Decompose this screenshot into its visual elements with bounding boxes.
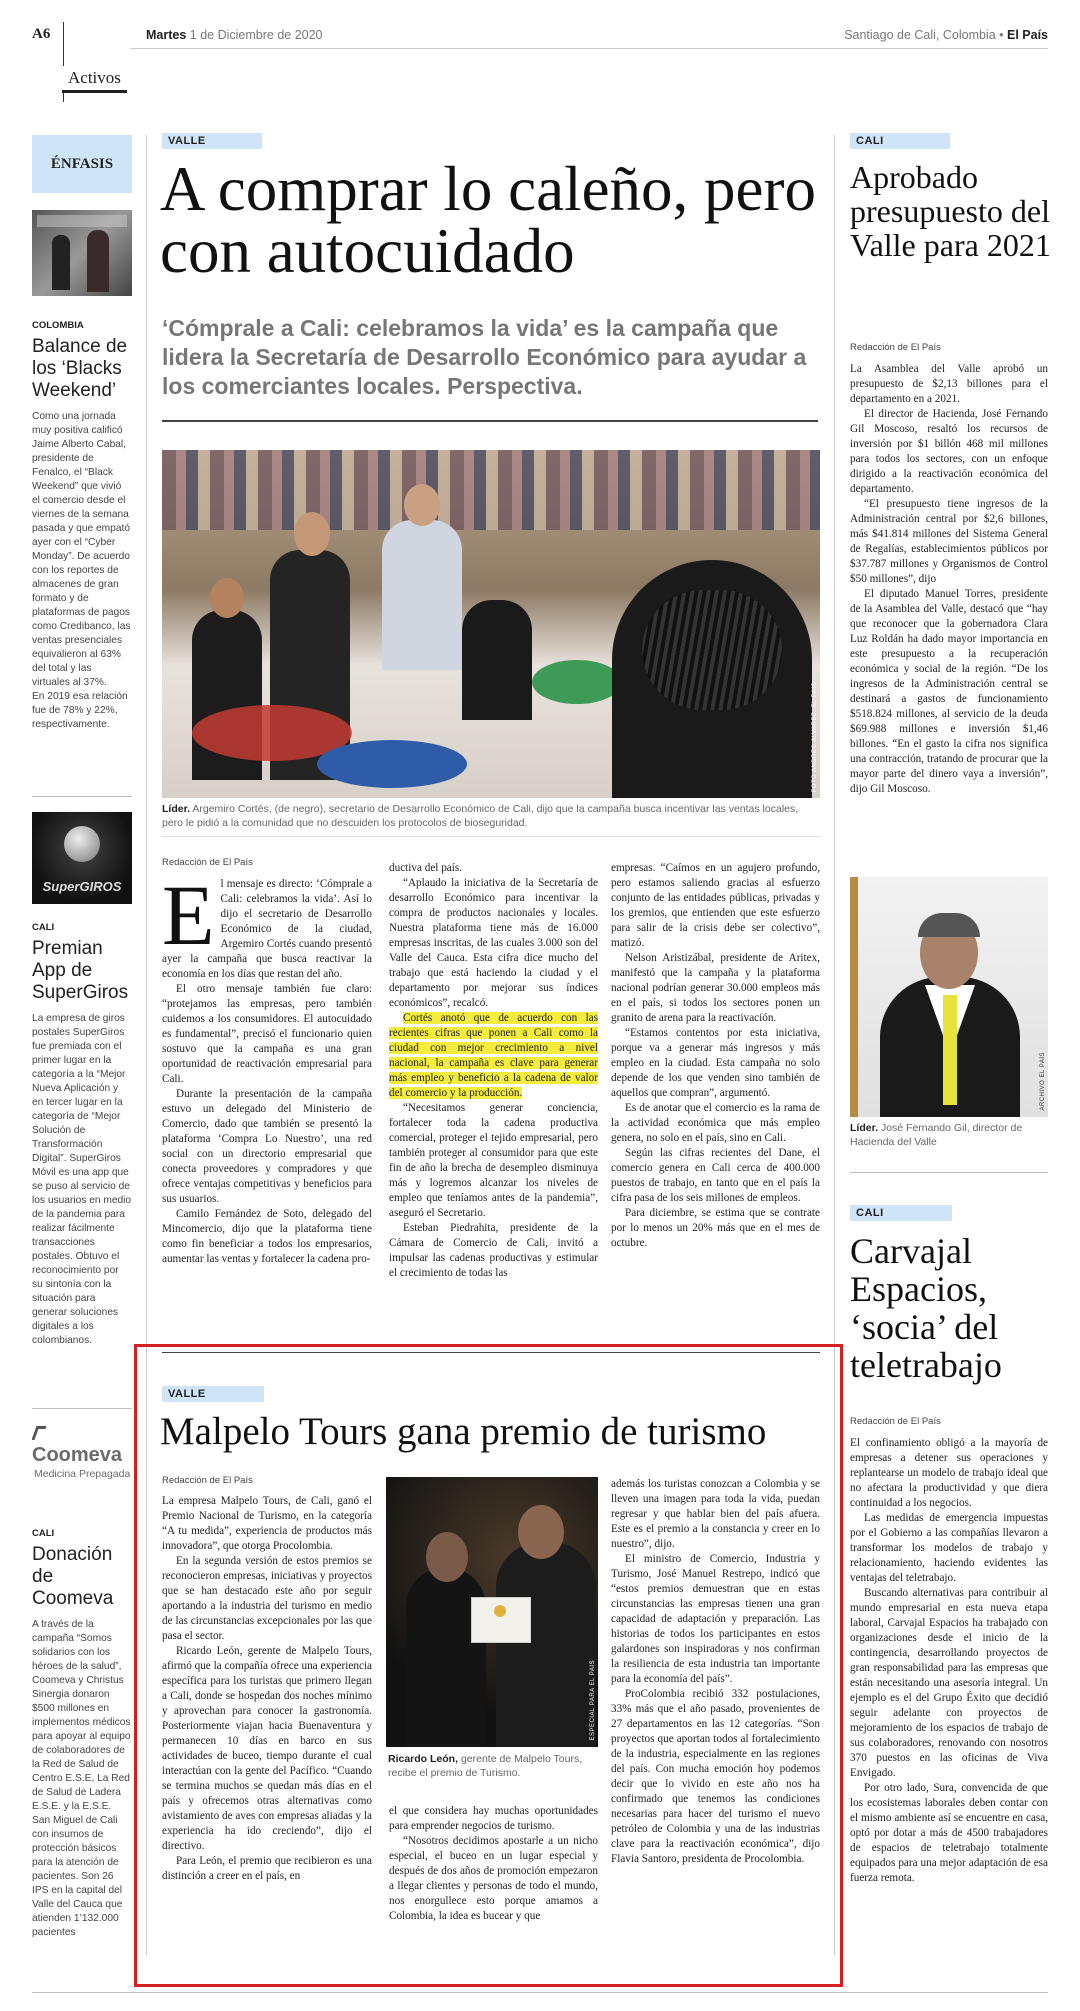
right-story2-tag: CALI: [850, 1205, 952, 1221]
main-story-byline: Redacción de El País: [162, 857, 253, 868]
sidebar-item1-headline: Balance de los ‘Blacks Weekend’: [32, 336, 128, 401]
sidebar-item2-headline: Premian App de SuperGiros: [32, 938, 129, 1003]
right-story1-text: La Asamblea del Valle aprobó un presupuesto de $2,13 billones para el departamento en a 2021. El director de Hacienda, José Fernando Gil Moscoso, resaltó los recursos de inversión por $1 billón 468 mil millones para todos los sectores, con un enfoque dirigido a la reactivación económica del departamento. “El presupuesto tiene ingresos de la Administración central por $2,6 billones, más $41.814 millones del Sistema General de Regalías, establecimientos públicos por $37.787 millones y Organismos de Control $50 millones”, dijo El diputado Manuel Torres, presidente de la Asamblea del Valle, destacó que “hay que reconocer que la gobernadora Clara Luz Roldán ha dado mayor importancia en este presupuesto a la recuperación económica y social de la región. “De los ingresos de la Administración central se destinará a gastos de funcionamiento $518.824 millones, al servicio de la deuda $69.988 millones e inversión $1,46 billones. “En el gasto la cifra nos significa una contracción, tratando de procurar que la mayor parte del dinero vaya a inversión”, dijo Gil Moscoso.: [850, 363, 1048, 795]
enfasis-label: ÉNFASIS: [32, 135, 132, 193]
header-location: Santiago de Cali, Colombia • El País: [844, 28, 1048, 42]
sidebar-divider-2: [32, 1408, 132, 1409]
malpelo-story-byline: Redacción de El País: [162, 1475, 253, 1486]
right-story1-photo: ARCHIVO EL PAÍS: [850, 877, 1048, 1117]
right-story2-text: El confinamiento obligó a la mayoría de empresas a detener sus operaciones y replantearse un modelo de trabajo ideal que no afectara la productividad y que diera continuidad a los negocios. Las medidas de emergencia impuestas por el Gobierno a las compañías llevaron a transformar los modelos de trabajo y relacionamiento, haciendo evidentes las ventajas del teletrabajo. Buscando alternativas para contribuir al mundo empresarial en esta nueva etapa laboral, Carvajal Espacios ha trabajado con organizaciones desde el inicio de la contingencia, desarrollando proyectos de gran responsabilidad para las empresas que están necesitando una asesoría integral. Un ejemplo es el del Grupo Éxito que decidió seguir adelante con proyectos de mejoramiento de los espacios de trabajo de sus colaboradores, renovando con nosotros 370 puestos en las oficinas de Viva Envigado. Por otro lado, Sura, convencida de que los ecosistemas laborales deben contar con el mismo ambiente así se encuentre en casa, optó por dotar a más de 4500 trabajadores de espacios de teletrabajo totalmente equipados para una mejor adaptación de esa fuerza remota.: [850, 1437, 1048, 1884]
right-story1-byline: Redacción de El País: [850, 342, 941, 353]
highlighted-quote: Cortés anotó que de acuerdo con las recientes cifras que ponen a Cali como la ciudad con mejor crecimiento a nivel nacional, la campaña es clave para generar más empleo y beneficio a la cadena de valor del comercio y la producción.: [389, 1012, 598, 1099]
sidebar-item3-tag: CALI: [32, 1528, 55, 1539]
main-story-col1: E l mensaje es directo: ‘Cómprale a Cali: celebramos la vida’. Así lo dijo el secretario de Desarrollo Económico de la ciudad, Argemiro Cortés cuando presentó ayer la campaña que busca reactivar la economía en los días que restan del año. El otro mensaje también fue claro: “protejamos las empresas, pero también cuidemos a los consumidores. El autocuidado es fundamental”, precisó el funcionario quien sostuvo que la campaña es una gran oportunidad de reactivación empresarial para Cali. Durante la presentación de la campaña estuvo un delegado del Ministerio de Comercio, dado que también se presentó la plataforma ‘Compra Lo Nuestro’, una red social con un directorio empresarial que conecta proveedores y compradores y que ofrece ventajas competitivas y beneficios para sus usuarios. Camilo Fernández de Soto, delegado del Mincomercio, dijo que la plataforma tiene como fin beneficiar a todos los empresarios, aumentar las ventas y fortalecer la cadena pro-: [162, 867, 372, 1265]
malpelo-story-tag: VALLE: [162, 1386, 264, 1402]
malpelo-photo: ESPECIAL PARA EL PAÍS: [386, 1477, 598, 1747]
malpelo-caption: Ricardo León, gerente de Malpelo Tours, recibe el premio de Turismo.: [388, 1753, 583, 1779]
deck-rule: [162, 420, 818, 422]
main-story-tag: VALLE: [162, 133, 262, 149]
footer-rule: [32, 1992, 1048, 1993]
sidebar-item3-headline: Donación de Coomeva: [32, 1544, 114, 1609]
sidebar-item2-tag: CALI: [32, 922, 55, 933]
coomeva-logo: Coomeva Medicina Prepagada: [32, 1422, 136, 1488]
sidebar-item2-text: La empresa de giros postales SuperGiros fue premiada con el primer lugar en la categoría a la “Mejor Nueva Aplicación y en tercer lugar en la categoría de “Mejor Solución de Transformación Digital”. SuperGiros Móvil es una app que se puso al servicio de los usuarios en medio de la pandemia para realizar fácilmente transacciones postales. Obtuvo el reconocimiento por su sintonía con la situación para generar soluciones digitales a los colombianos.: [32, 1013, 132, 1346]
right-col-divider: [850, 1172, 1048, 1173]
main-story-col2: ductiva del país. “Aplaudo la iniciativa de la Secretaría de desarrollo Económico para incentivar la compra de productos nacionales y locales. Nuestra plataforma tiene más de 16.000 empresas inscritas, de las cuales 3.000 son del Valle del Cauca. Esta cifra dice mucho del trabajo que está haciendo la ciudad y el departamento por mejorar sus índices económicos”, recalcó. Cortés anotó que de acuerdo con las recientes cifras que ponen a Cali como la ciudad con mejor crecimiento a nivel nacional, la campaña es clave para generar más empleo y beneficio a la cadena de valor del comercio y la producción. “Necesitamos generar conciencia, fortalecer toda la cadena productiva comercial, proteger el tejido empresarial, pero también proteger al consumidor para que este fin de año la brecha de desempleo disminuya más y logremos alcanzar los niveles de empleo que teníamos antes de la pandemia”, aseguró el Secretario. Esteban Piedrahita, presidente de la Cámara de Comercio de Cali, invitó a impulsar las cadenas productivas y estimular el crecimiento de todas las: [389, 862, 598, 1279]
malpelo-col1: La empresa Malpelo Tours, de Cali, ganó el Premio Nacional de Turismo, en la categoría “A tu medida”, experiencia de productos más innovadora”, que otorga Procolombia. En la segunda versión de estos premios se reconocieron empresas, iniciativas y proyectos que se han destacado este año por seguir aportando a la industria del turismo en medio de las circunstancias excepcionales por las que pasa el sector. Ricardo León, gerente de Malpelo Tours, afirmó que la compañía ofrece una experiencia específica para los turistas que primero llegan a Cali, donde se hospedan dos noches mínimo y aprovechan para conocer la gastronomía. Posteriormente viajan hacia Buenaventura y permanecen 10 días en barco en sus actividades de buceo, tiempo durante el cual interactúan con la gente del Pacífico. “Cuando se termina muchos se quedan más días en el país y ofrecemos otras alternativas como avistamiento de aves con empresas aliadas y la experiencia ha ido creciendo”, dijo el directivo. Para León, el premio que recibieron es una distinción a creer en el país, en: [162, 1495, 372, 1882]
blacks-weekend-photo: [32, 210, 132, 296]
right-story1-tag: CALI: [850, 133, 950, 149]
right-story2-byline: Redacción de El País: [850, 1416, 941, 1427]
malpelo-col3: además los turistas conozcan a Colombia y se lleven una imagen para toda la vida, puedan regresar y que hablar bien del país afuera. Este es el premio a la constancia y creer en lo nuestro”, dijo. El ministro de Comercio, Industria y Turismo, José Manuel Restrepo, indicó que “estos premios demuestran que en estas circunstancias las empresas tienen una gran capacidad de adaptación y preparación. Las historias de todos los participantes en estos galardones son inspiradoras y nos confirman la resiliencia de esta industria tan importante para la economía del país”. ProColombia recibió 332 postulaciones, 33% más que el año pasado, provenientes de 27 departamentos en las 12 categorías. “Son proyectos que aportan todos al fortalecimiento de la industria, especialmente en las regiones del país. Con mucha emoción hoy podemos decir que lo vivido en este año nos ha confirmado que tenemos las condiciones necesarias para hacer del turismo el nuevo petróleo de Colombia y una de las industrias clave para la reactivación económica”, dijo Flavia Santoro, presidenta de Procolombia.: [611, 1478, 820, 1865]
main-story-col3: empresas. “Caímos en un agujero profundo, pero estamos saliendo gracias al esfuerzo conjunto de las entidades públicas, privadas y los gremios, que entienden que este esfuerzo para salir de la crisis debe ser colectivo”, matizó. Nelson Aristizábal, presidente de Aritex, manifestó que la campaña y la plataforma nacional podrían generar 30.000 empleos más en el país, si todos los sectores ponen un granito de arena para la reactivación. “Estamos contentos por esta iniciativa, porque va a generar más ingresos y más empleo en la ciudad. Esta campaña no solo depende de los que venden sino también de aquellos que compran”, argumentó. Es de anotar que el comercio es la rama de la actividad económica que más empleo genera, no solo en el país, sino en Cali. Según las cifras recientes del Dane, el comercio genera en Cali cerca de 400.000 puestos de trabajo, en tanto que en el país la cifra pasa de los seis millones de empleos. Para diciembre, se estima que se contrate por lo menos un 20% más que en el mes de octubre.: [611, 862, 820, 1249]
malpelo-col2: el que considera hay muchas oportunidades para emprender negocios de turismo. “Nosotros decidimos apostarle a un nicho especial, el buceo en un lugar especial y después de dos años de promoción empezaron a llegar clientes y personas de todo el mundo, nos enorgullece esto porque amamos a Colombia, la idea es bucear y que: [389, 1805, 598, 1922]
main-story-deck: ‘Cómprale a Cali: celebramos la vida’ es la campaña que lidera la Secretaría de Desarrollo Económico para ayudar a los comerciantes locales. Perspectiva.: [162, 315, 807, 399]
main-story-photo: FOTO ANDRÉS ÁLVAREZ, EL PAÍS: [162, 450, 820, 798]
sidebar-item1-tag: COLOMBIA: [32, 320, 84, 331]
sidebar-item1-text: Como una jornada muy positiva calificó Jaime Alberto Cabal, presidente de Fenalco, el “Black Weekend” que vivió el comercio desde el viernes de la semana pasada y que empató ayer con el “Cyber Monday”. De acuerdo con los reportes de almacenes de gran formato y de plataformas de pagos como Credibanco, las ventas presenciales equivalieron al 63% del total y las virtuales al 37%. En 2019 esa relación fue de 78% y 22%, respectivamente.: [32, 411, 131, 730]
caption-rule: [162, 836, 820, 837]
page-number: A6: [32, 26, 51, 42]
header-rule: [130, 48, 1048, 49]
right-story1-caption: Líder. José Fernando Gil, director de Hacienda del Valle: [850, 1122, 1023, 1148]
main-story-headline: A comprar lo caleño, pero con autocuidado: [160, 154, 816, 286]
sidebar-item3-text: A través de la campaña “Somos solidarios con los héroes de la salud”, Coomeva y Christus Sinergia donaron $500 millones en implementos médicos para apoyar al equipo de colaboradores de la Red de Salud de Centro E.S.E, La Red de Salud de Ladera E.S.E. y la E.S.E. San Miguel de Cali con insumos de protección básicos para la atención de pacientes. Son 26 IPS en la capital del Valle del Cauca que atienden 1’132.000 pacientes: [32, 1619, 131, 1938]
supergiros-logo: SuperGIROS: [32, 812, 132, 904]
malpelo-story-headline: Malpelo Tours gana premio de turismo: [160, 1410, 767, 1453]
malpelo-top-rule: [162, 1352, 820, 1353]
header-date: Martes 1 de Diciembre de 2020: [146, 28, 323, 42]
sidebar-divider-1: [32, 796, 132, 797]
section-label: Activos: [62, 66, 127, 93]
drop-cap: E: [162, 867, 215, 963]
right-story2-headline: Carvajal Espacios, ‘socia’ del teletrabajo: [850, 1231, 1002, 1385]
right-story1-headline: Aprobado presupuesto del Valle para 2021: [850, 159, 1051, 263]
main-story-caption: Líder. Argemiro Cortés, (de negro), secretario de Desarrollo Económico de Cali, dijo que la campaña busca incentivar las ventas locales, pero le pidió a la comunidad que no descuiden los protocolos de bioseguridad.: [162, 803, 799, 829]
